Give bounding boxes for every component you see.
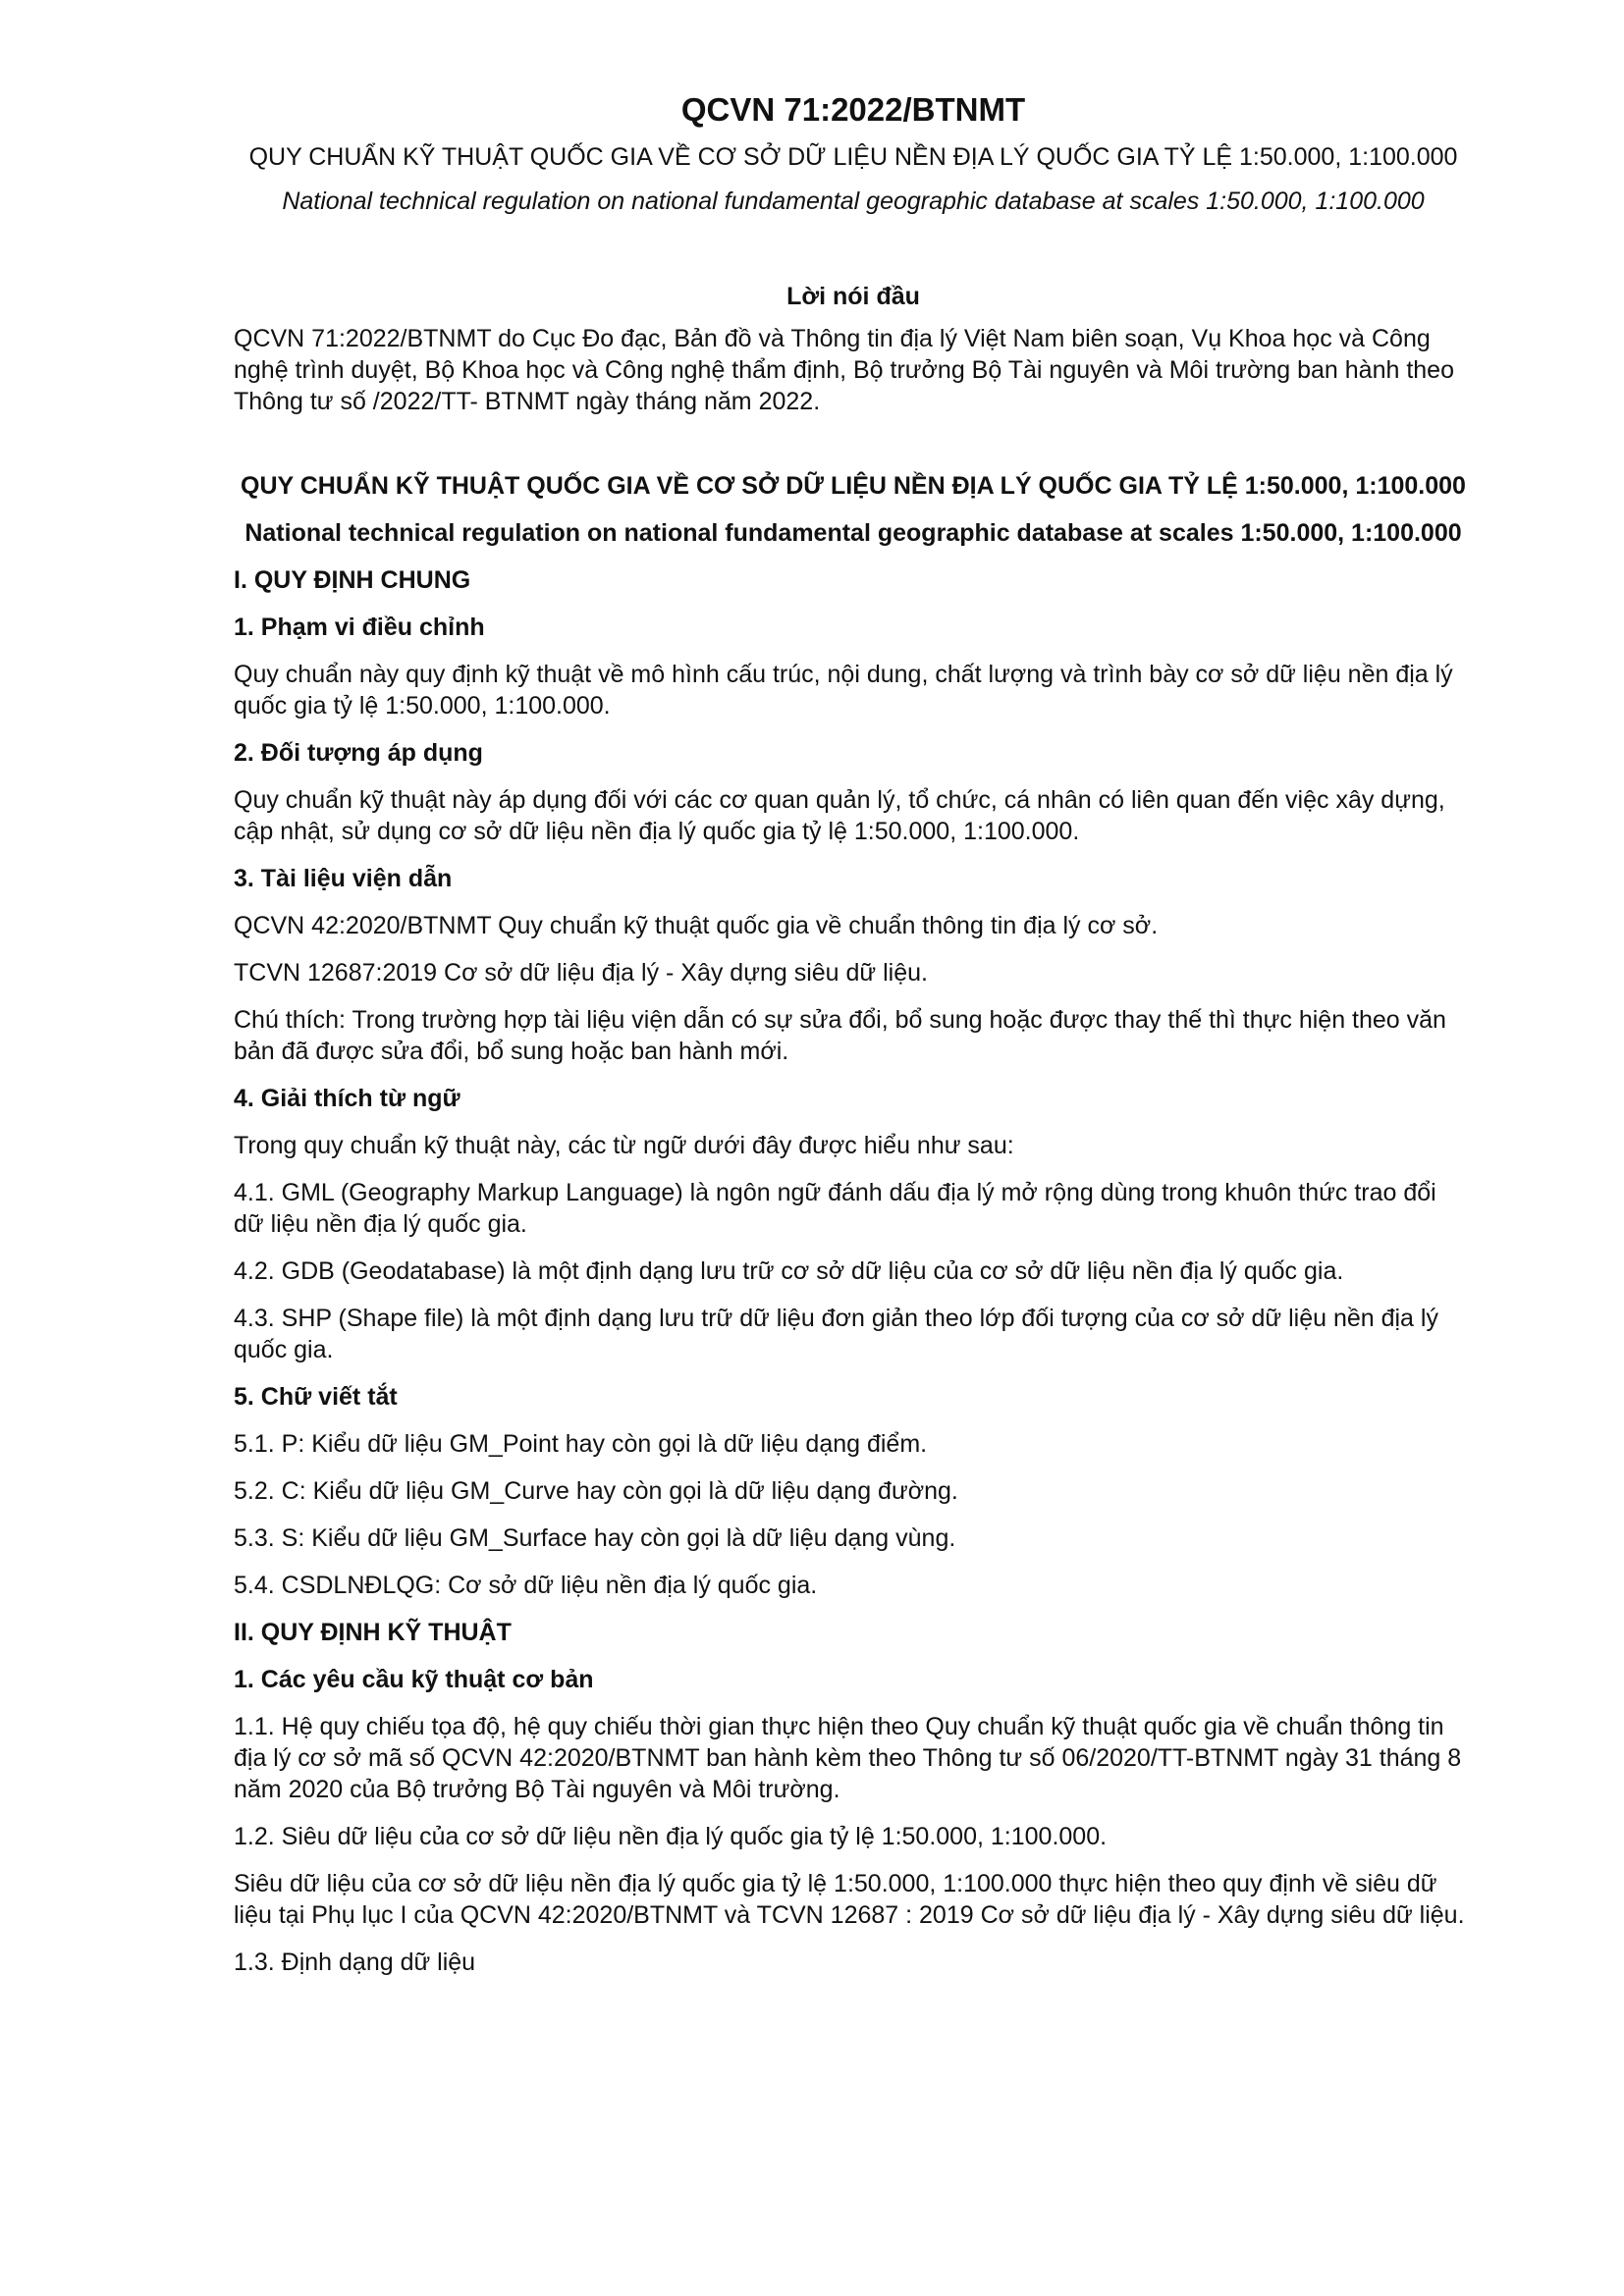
- section-heading-definitions: 4. Giải thích từ ngữ: [234, 1084, 460, 1112]
- definition-item: 4.1. GML (Geography Markup Language) là ngôn ngữ đánh dấu địa lý mở rộng dùng trong khuôn thức trao đổi dữ liệu nền địa lý quốc gia.: [234, 1178, 1436, 1238]
- reference-item: TCVN 12687:2019 Cơ sở dữ liệu địa lý - Xây dựng siêu dữ liệu.: [234, 958, 928, 987]
- section-heading-applicability: 2. Đối tượng áp dụng: [234, 738, 483, 767]
- definition-item: 4.2. GDB (Geodatabase) là một định dạng lưu trữ cơ sở dữ liệu của cơ sở dữ liệu nền địa lý quốc gia.: [234, 1256, 1344, 1285]
- section-heading-basic-requirements: 1. Các yêu cầu kỹ thuật cơ bản: [234, 1665, 594, 1693]
- reference-item: QCVN 42:2020/BTNMT Quy chuẩn kỹ thuật quốc gia về chuẩn thông tin địa lý cơ sở.: [234, 911, 1159, 939]
- abbreviation-item: 5.1. P: Kiểu dữ liệu GM_Point hay còn gọi là dữ liệu dạng điểm.: [234, 1429, 928, 1458]
- requirement-item: 1.2. Siêu dữ liệu của cơ sở dữ liệu nền địa lý quốc gia tỷ lệ 1:50.000, 1:100.000.: [234, 1822, 1108, 1850]
- abbreviation-item: 5.4. CSDLNĐLQG: Cơ sở dữ liệu nền địa lý quốc gia.: [234, 1571, 818, 1599]
- page-content: [234, 90, 1473, 1994]
- requirement-item: 1.3. Định dạng dữ liệu: [234, 1948, 476, 1976]
- section-heading-scope: 1. Phạm vi điều chỉnh: [234, 613, 485, 641]
- definition-item: 4.3. SHP (Shape file) là một định dạng lưu trữ dữ liệu đơn giản theo lớp đối tượng của cơ sở dữ liệu nền địa lý quốc gia.: [234, 1304, 1438, 1363]
- requirement-text: Siêu dữ liệu của cơ sở dữ liệu nền địa lý quốc gia tỷ lệ 1:50.000, 1:100.000 thực hiện theo quy định về siêu dữ liệu tại Phụ lục I của QCVN 42:2020/BTNMT và TCVN 12687 : 2019 Cơ sở dữ liệu địa lý - Xây dựng siêu dữ liệu.: [234, 1869, 1465, 1929]
- main-title-vn: QUY CHUẨN KỸ THUẬT QUỐC GIA VỀ CƠ SỞ DỮ LIỆU NỀN ĐỊA LÝ QUỐC GIA TỶ LỆ 1:50.000, 1:100.000: [241, 471, 1466, 500]
- foreword-heading: Lời nói đầu: [786, 282, 920, 310]
- scope-text: Quy chuẩn này quy định kỹ thuật về mô hình cấu trúc, nội dung, chất lượng và trình bày cơ sở dữ liệu nền địa lý quốc gia tỷ lệ 1:50.000, 1:100.000.: [234, 660, 1453, 720]
- definitions-intro: Trong quy chuẩn kỹ thuật này, các từ ngữ dưới đây được hiểu như sau:: [234, 1131, 1014, 1159]
- section-heading-abbreviations: 5. Chữ viết tắt: [234, 1382, 398, 1411]
- abbreviation-item: 5.3. S: Kiểu dữ liệu GM_Surface hay còn gọi là dữ liệu dạng vùng.: [234, 1523, 956, 1552]
- document-title-vn: QUY CHUẨN KỸ THUẬT QUỐC GIA VỀ CƠ SỞ DỮ LIỆU NỀN ĐỊA LÝ QUỐC GIA TỶ LỆ 1:50.000, 1:100.000: [248, 142, 1458, 171]
- main-title-en: National technical regulation on national fundamental geographic database at scales 1:50.000, 1:100.000: [244, 518, 1462, 547]
- document-code: QCVN 71:2022/BTNMT: [680, 91, 1026, 128]
- foreword-text: QCVN 71:2022/BTNMT do Cục Đo đạc, Bản đồ và Thông tin địa lý Việt Nam biên soạn, Vụ Khoa học và Công nghệ trình duyệt, Bộ Khoa học và Công nghệ thẩm định, Bộ trưởng Bộ Tài nguyên và Môi trường ban hành theo Thông tư số /2022/TT- BTNMT ngày tháng năm 2022.: [234, 324, 1454, 415]
- requirement-item: 1.1. Hệ quy chiếu tọa độ, hệ quy chiếu thời gian thực hiện theo Quy chuẩn kỹ thuật quốc gia về chuẩn thông tin địa lý cơ sở mã số QCVN 42:2020/BTNMT ban hành kèm theo Thông tư số 06/2020/TT-BTNMT ngày 31 tháng 8 năm 2020 của Bộ trưởng Bộ Tài nguyên và Môi trường.: [234, 1712, 1462, 1803]
- reference-note: Chú thích: Trong trường hợp tài liệu viện dẫn có sự sửa đổi, bổ sung hoặc được thay thế thì thực hiện theo văn bản đã được sửa đổi, bổ sung hoặc ban hành mới.: [234, 1005, 1446, 1065]
- part2-heading: II. QUY ĐỊNH KỸ THUẬT: [234, 1618, 512, 1646]
- part1-heading: I. QUY ĐỊNH CHUNG: [234, 565, 471, 594]
- document-title-en: National technical regulation on national fundamental geographic database at scales 1:50.000, 1:100.000: [282, 187, 1425, 215]
- section-heading-references: 3. Tài liệu viện dẫn: [234, 864, 453, 892]
- abbreviation-item: 5.2. C: Kiểu dữ liệu GM_Curve hay còn gọi là dữ liệu dạng đường.: [234, 1476, 958, 1505]
- applicability-text: Quy chuẩn kỹ thuật này áp dụng đối với các cơ quan quản lý, tổ chức, cá nhân có liên quan đến việc xây dựng, cập nhật, sử dụng cơ sở dữ liệu nền địa lý quốc gia tỷ lệ 1:50.000, 1:100.000.: [234, 785, 1445, 845]
